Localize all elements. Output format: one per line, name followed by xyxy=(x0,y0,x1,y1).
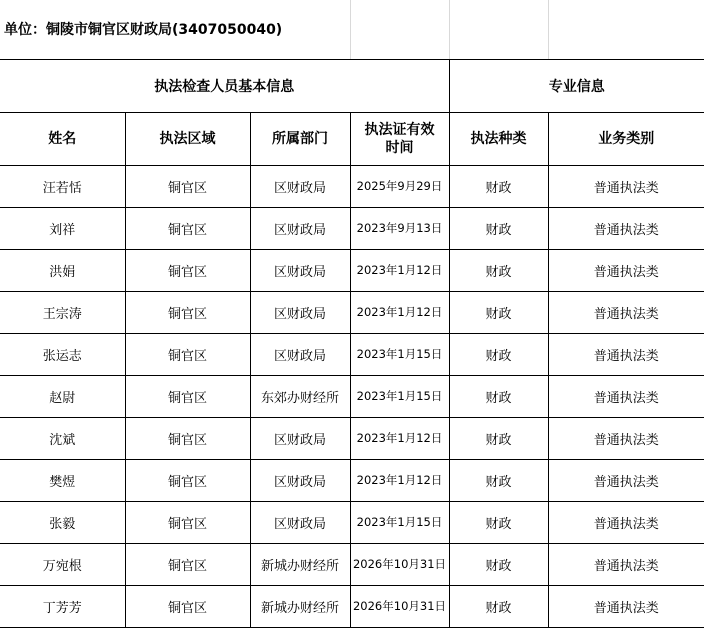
cell-dept: 新城办财经所 xyxy=(250,543,350,585)
cell-area: 铜官区 xyxy=(125,333,250,375)
column-header-row xyxy=(0,112,704,165)
cell-category: 普通执法类 xyxy=(548,501,704,543)
table-row xyxy=(0,585,704,627)
table-row xyxy=(0,543,704,585)
cell-kind: 财政 xyxy=(449,249,548,291)
cell-kind: 财政 xyxy=(449,165,548,207)
cell-name: 张毅 xyxy=(0,501,125,543)
cell-area: 铜官区 xyxy=(125,543,250,585)
cell-area: 铜官区 xyxy=(125,375,250,417)
cell-dept: 区财政局 xyxy=(250,165,350,207)
table-row xyxy=(0,501,704,543)
table-row xyxy=(0,249,704,291)
cell-valid-date: 2026年10月31日 xyxy=(350,585,449,627)
cell-kind: 财政 xyxy=(449,291,548,333)
unit-row xyxy=(0,0,704,59)
cell-dept: 新城办财经所 xyxy=(250,585,350,627)
cell-area: 铜官区 xyxy=(125,585,250,627)
cell-valid-date: 2023年1月12日 xyxy=(350,249,449,291)
cell-dept: 区财政局 xyxy=(250,333,350,375)
cell-category: 普通执法类 xyxy=(548,333,704,375)
unit-label: 单位：铜陵市铜官区财政局(3407050040) xyxy=(0,0,350,59)
table-row xyxy=(0,291,704,333)
cell-dept: 区财政局 xyxy=(250,417,350,459)
cell-kind: 财政 xyxy=(449,585,548,627)
cell-area: 铜官区 xyxy=(125,165,250,207)
cell-valid-date: 2025年9月29日 xyxy=(350,165,449,207)
column-header-name: 姓名 xyxy=(0,112,125,165)
column-header-area: 执法区域 xyxy=(125,112,250,165)
cell-kind: 财政 xyxy=(449,375,548,417)
column-header-valid: 执法证有效时间 xyxy=(350,112,449,165)
cell-dept: 区财政局 xyxy=(250,249,350,291)
cell-name: 汪若恬 xyxy=(0,165,125,207)
cell-kind: 财政 xyxy=(449,459,548,501)
cell-kind: 财政 xyxy=(449,417,548,459)
cell-area: 铜官区 xyxy=(125,249,250,291)
cell-name: 赵尉 xyxy=(0,375,125,417)
cell-category: 普通执法类 xyxy=(548,291,704,333)
table-row xyxy=(0,375,704,417)
cell-category: 普通执法类 xyxy=(548,459,704,501)
cell-name: 丁芳芳 xyxy=(0,585,125,627)
column-header-dept: 所属部门 xyxy=(250,112,350,165)
cell-valid-date: 2023年1月12日 xyxy=(350,459,449,501)
cell-valid-date: 2023年1月12日 xyxy=(350,291,449,333)
table-row xyxy=(0,417,704,459)
empty-cell xyxy=(449,0,548,59)
cell-area: 铜官区 xyxy=(125,501,250,543)
group-header-row xyxy=(0,59,704,112)
cell-kind: 财政 xyxy=(449,543,548,585)
cell-area: 铜官区 xyxy=(125,291,250,333)
cell-kind: 财政 xyxy=(449,501,548,543)
cell-dept: 区财政局 xyxy=(250,291,350,333)
cell-dept: 东郊办财经所 xyxy=(250,375,350,417)
table-row xyxy=(0,459,704,501)
cell-category: 普通执法类 xyxy=(548,375,704,417)
cell-area: 铜官区 xyxy=(125,207,250,249)
empty-cell xyxy=(548,0,704,59)
cell-kind: 财政 xyxy=(449,207,548,249)
cell-name: 刘祥 xyxy=(0,207,125,249)
cell-valid-date: 2023年1月12日 xyxy=(350,417,449,459)
professional-info-header: 专业信息 xyxy=(449,59,704,112)
cell-category: 普通执法类 xyxy=(548,417,704,459)
cell-name: 王宗涛 xyxy=(0,291,125,333)
cell-name: 洪娟 xyxy=(0,249,125,291)
cell-kind: 财政 xyxy=(449,333,548,375)
cell-valid-date: 2023年1月15日 xyxy=(350,501,449,543)
cell-dept: 区财政局 xyxy=(250,207,350,249)
cell-name: 樊煜 xyxy=(0,459,125,501)
cell-name: 张运志 xyxy=(0,333,125,375)
cell-dept: 区财政局 xyxy=(250,459,350,501)
column-header-kind: 执法种类 xyxy=(449,112,548,165)
cell-category: 普通执法类 xyxy=(548,585,704,627)
table-row xyxy=(0,165,704,207)
cell-valid-date: 2023年1月15日 xyxy=(350,375,449,417)
cell-dept: 区财政局 xyxy=(250,501,350,543)
cell-category: 普通执法类 xyxy=(548,165,704,207)
cell-name: 沈斌 xyxy=(0,417,125,459)
cell-area: 铜官区 xyxy=(125,417,250,459)
cell-category: 普通执法类 xyxy=(548,249,704,291)
cell-valid-date: 2023年9月13日 xyxy=(350,207,449,249)
basic-info-header: 执法检查人员基本信息 xyxy=(0,59,449,112)
empty-cell xyxy=(350,0,449,59)
table-row xyxy=(0,207,704,249)
table-row xyxy=(0,333,704,375)
cell-valid-date: 2023年1月15日 xyxy=(350,333,449,375)
column-header-category: 业务类别 xyxy=(548,112,704,165)
cell-category: 普通执法类 xyxy=(548,207,704,249)
cell-valid-date: 2026年10月31日 xyxy=(350,543,449,585)
cell-area: 铜官区 xyxy=(125,459,250,501)
cell-category: 普通执法类 xyxy=(548,543,704,585)
cell-name: 万宛根 xyxy=(0,543,125,585)
